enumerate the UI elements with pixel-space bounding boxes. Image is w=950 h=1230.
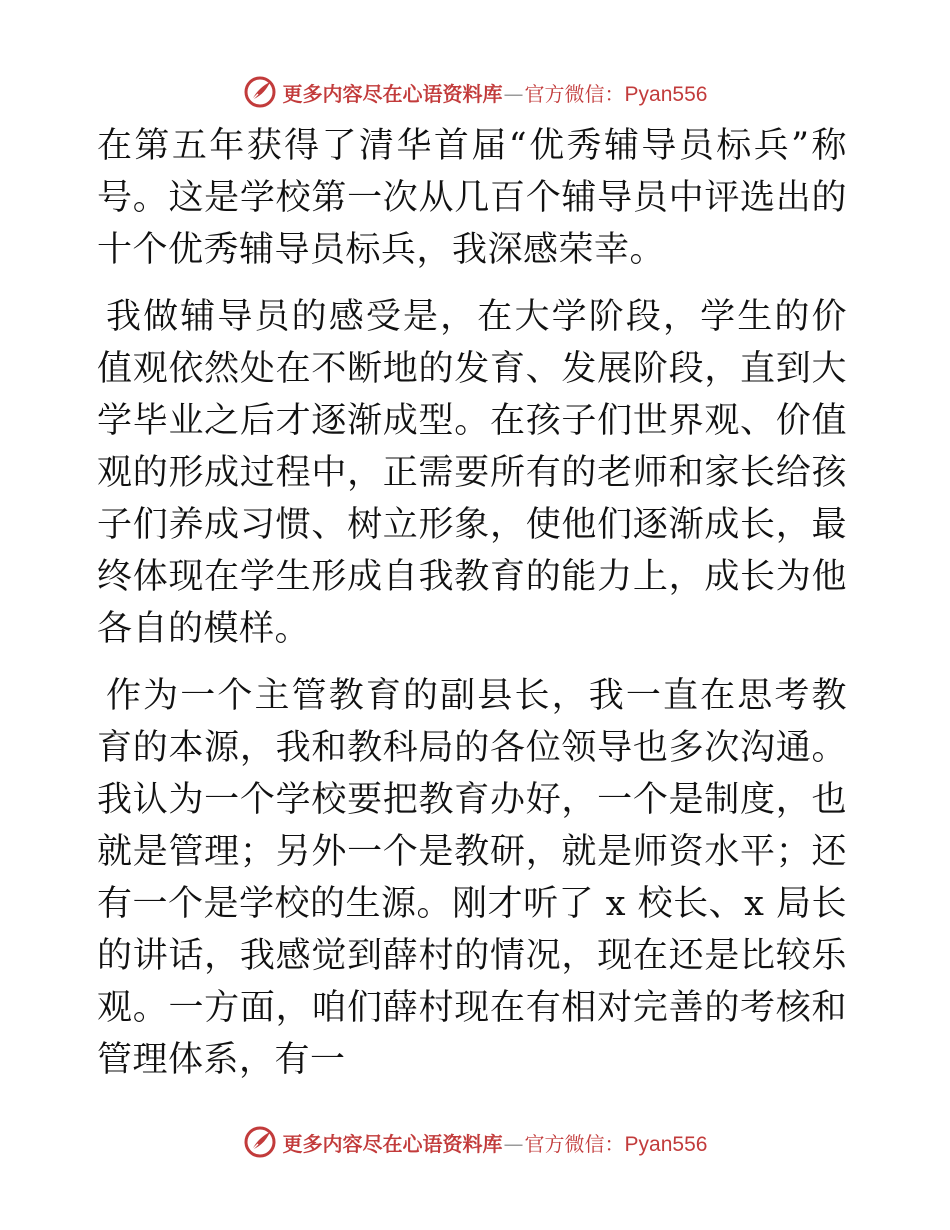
banner-wechat-label: 官方微信： [524, 1131, 625, 1156]
quill-logo-icon [243, 1125, 277, 1159]
banner-main-text: 更多内容尽在心语资料库 [282, 1131, 503, 1156]
footer-banner-text [283, 1128, 708, 1157]
banner-wechat-id: Pyan556 [624, 1132, 708, 1156]
header-banner-text [283, 78, 708, 107]
banner-separator: — [503, 81, 524, 106]
banner-separator: — [503, 1131, 524, 1156]
paragraph-2: 我做辅导员的感受是，在大学阶段，学生的价值观依然处在不断地的发育、发展阶段，直到大学毕业之后才逐渐成型。在孩子们世界观、价值观的形成过程中，正需要所有的老师和家长给孩子们养成习惯、树立形象，使他们逐渐成长，最终体现在学生形成自我教育的能力上，成长为他各自的模样。 [97, 297, 847, 649]
banner-main-text: 更多内容尽在心语资料库 [282, 81, 503, 106]
paragraph-1: 在第五年获得了清华首届“优秀辅导员标兵”称号。这是学校第一次从几百个辅导员中评选出的十个优秀辅导员标兵，我深感荣幸。 [97, 126, 847, 270]
banner-wechat-id: Pyan556 [624, 82, 708, 106]
footer-banner [0, 1122, 950, 1162]
quill-logo-icon [243, 75, 277, 109]
paragraph-3: 作为一个主管教育的副县长，我一直在思考教育的本源，我和教科局的各位领导也多次沟通。我认为一个学校要把教育办好，一个是制度，也就是管理；另外一个是教研，就是师资水平；还有一个是学校的生源。刚才听了 x 校长、x 局长的讲话，我感觉到薛村的情况，现在还是比较乐观。一方面，咱们薛村现在有相对完善的考核和管理体系，有一 [97, 676, 847, 1080]
banner-wechat-label: 官方微信： [524, 81, 625, 106]
header-banner [0, 72, 950, 112]
document-body [97, 120, 847, 1086]
